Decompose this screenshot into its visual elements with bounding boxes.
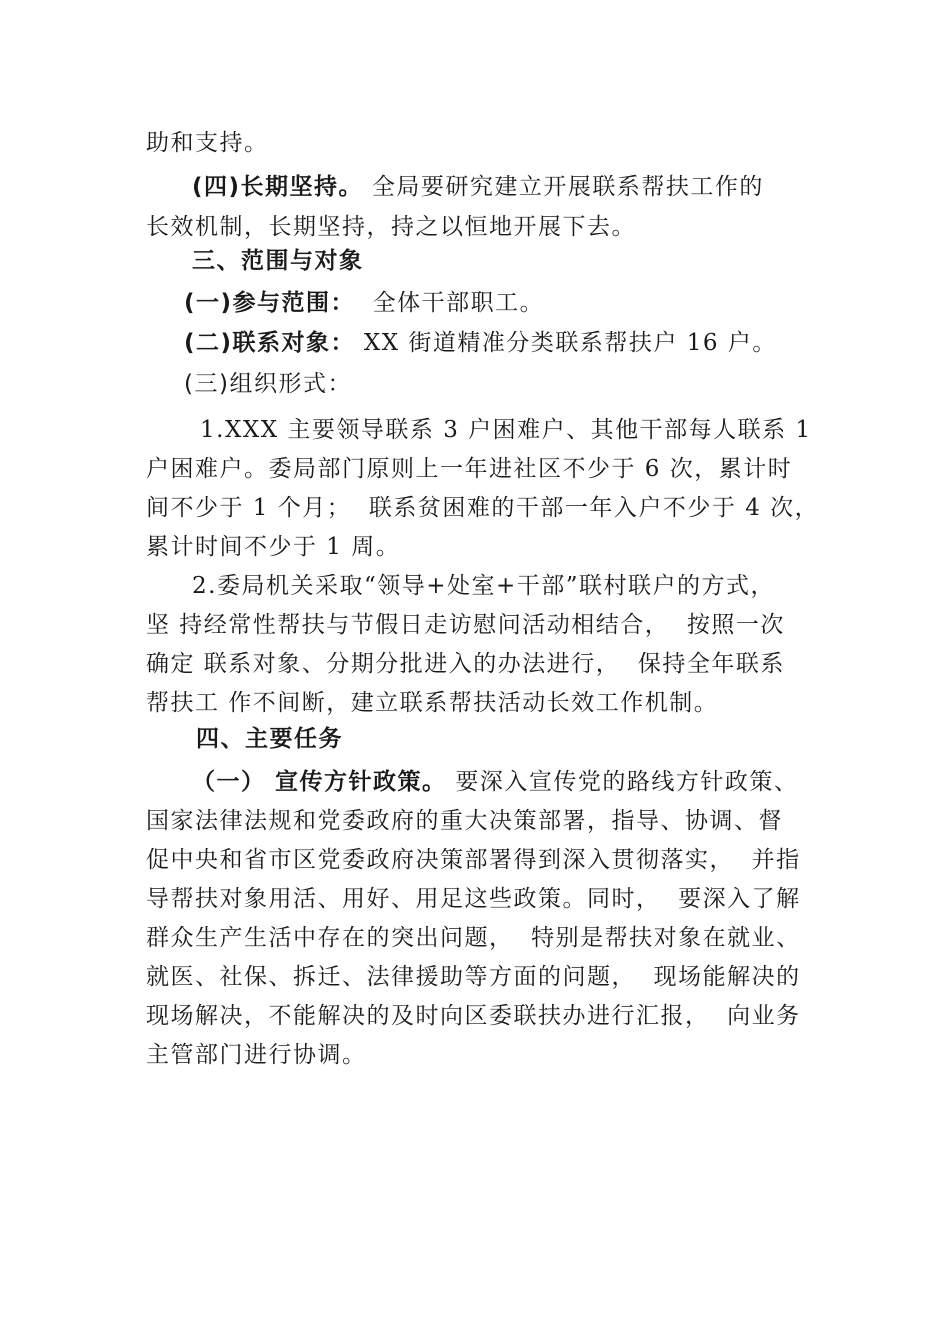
- item-2: [184, 326, 864, 360]
- item-3: (三)组织形式：: [184, 371, 352, 397]
- section-4-line-2: 长效机制，长期坚持，持之以恒地开展下去。: [146, 214, 636, 240]
- numbered-2-line-4: 帮扶工 作不间断，建立联系帮扶活动长效工作机制。: [146, 690, 719, 716]
- task-1-line-7: 现场解决，不能解决的及时向区委联扶办进行汇报， 向业务: [146, 1003, 801, 1029]
- item-1: [184, 286, 864, 320]
- numbered-1-line-2: 户困难户。委局部门原则上一年进社区不少于 6 次，累计时: [146, 456, 793, 482]
- paragraph-line: 助和支持。: [146, 130, 269, 156]
- numbered-2-line-2: 坚 持经常性帮扶与节假日走访慰问活动相结合， 按照一次: [146, 612, 785, 638]
- item-2-label: (二)联系对象：: [184, 330, 356, 356]
- numbered-1-line-3: 间不少于 1 个月； 联系贫困难的干部一年入户不少于 4 次，: [146, 495, 820, 521]
- heading-scope-and-targets: 三、范围与对象: [192, 248, 364, 274]
- item-1-label: (一)参与范围：: [184, 290, 356, 316]
- task-1-line-5: 群众生产生活中存在的突出问题， 特别是帮扶对象在就业、: [146, 925, 801, 951]
- task-1-line-2: 国家法律法规和党委政府的重大决策部署，指导、协调、督: [146, 808, 783, 834]
- task-1-line-1: [192, 765, 832, 799]
- section-4-label: (四)长期坚持。: [192, 174, 364, 200]
- numbered-1-line-1: 1.XXX 主要领导联系 3 户困难户、其他干部每人联系 1: [200, 417, 812, 443]
- numbered-2-line-3: 确定 联系对象、分期分批进入的办法进行， 保持全年联系: [146, 651, 785, 677]
- section-4-line-1: [192, 170, 832, 204]
- task-1-label: （一） 宣传方针政策。: [192, 769, 447, 795]
- numbered-1-line-4: 累计时间不少于 1 周。: [146, 534, 401, 560]
- numbered-2-line-1: 2.委局机关采取“领导+处室+干部”联村联户的方式，: [192, 573, 776, 599]
- section-4-text: 全局要研究建立开展联系帮扶工作的: [363, 174, 764, 200]
- task-1-line-8: 主管部门进行协调。: [146, 1042, 367, 1068]
- item-2-text: XX 街道精准分类联系帮扶户 16 户。: [355, 330, 777, 356]
- heading-main-tasks: 四、主要任务: [196, 726, 343, 752]
- task-1-line-4: 导帮扶对象用活、用好、用足这些政策。同时， 要深入了解: [146, 886, 801, 912]
- item-1-text: 全体干部职工。: [355, 290, 545, 316]
- task-1-line-6: 就医、社保、拆迁、法律援助等方面的问题， 现场能解决的: [146, 964, 801, 990]
- task-1-line-3: 促中央和省市区党委政府决策部署得到深入贯彻落实， 并指: [146, 847, 801, 873]
- task-1-text: 要深入宣传党的路线方针政策、: [446, 769, 799, 795]
